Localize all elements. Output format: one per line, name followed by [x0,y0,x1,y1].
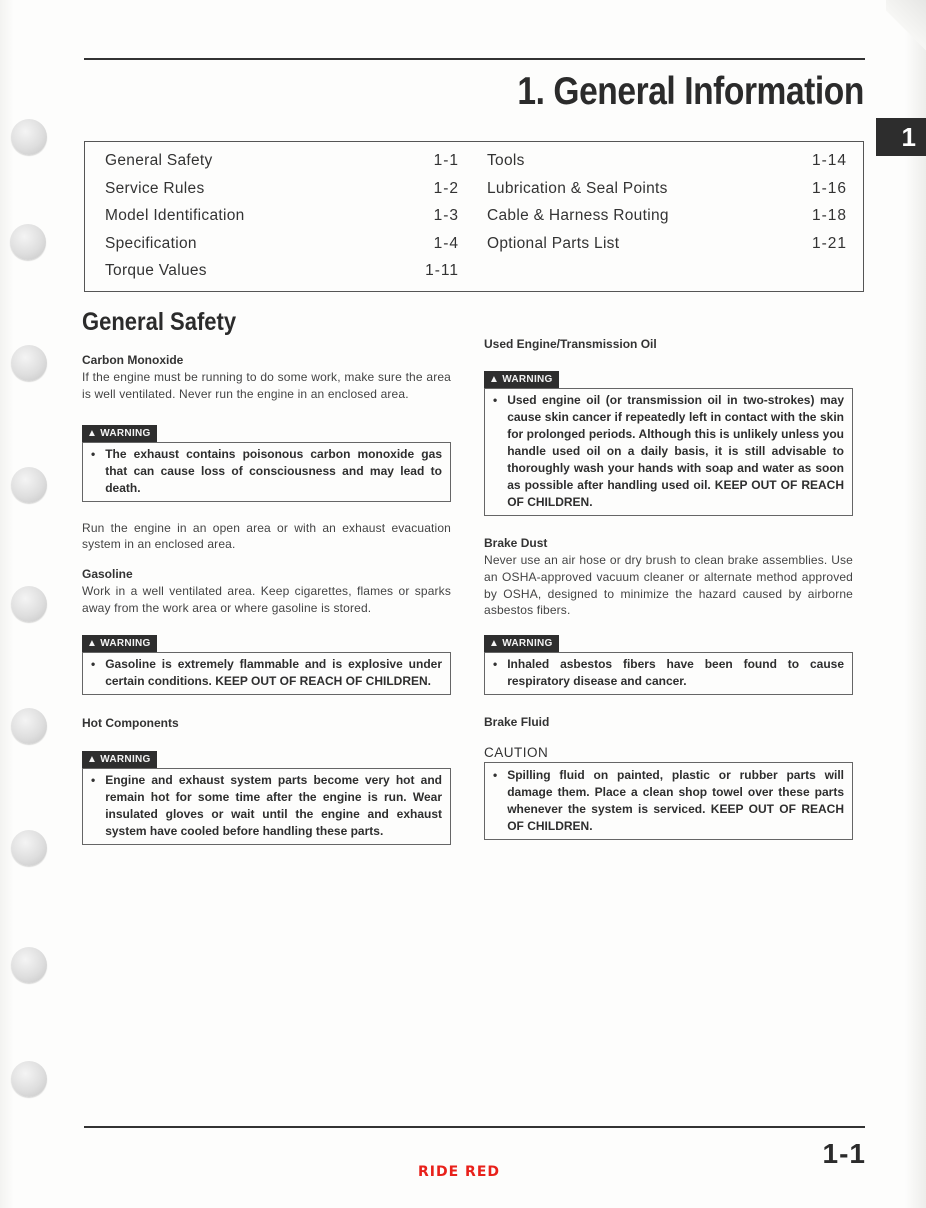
warning-triangle-icon: ▲ [87,753,98,765]
warning-label: ▲ WARNING [82,425,157,442]
punch-hole [11,947,47,983]
toc-entry[interactable] [105,207,459,235]
right-column [484,336,853,840]
left-column [82,352,451,845]
table-of-contents [84,141,864,292]
warning-triangle-icon: ▲ [489,374,500,385]
bullet: • [91,446,96,461]
toc-entry-page: 1-4 [433,234,459,252]
brake-dust-body: Never use an air hose or dry brush to clean brake assemblies. Use an OSHA-approved vacuum cleaner or alternate method approved by OSHA, designed to minimize the hazard caused by airborne asbestos fibers. [484,553,853,618]
warning-label: ▲ WARNING [82,751,157,768]
warning-text: Engine and exhaust system parts become very hot and remain hot for some time after the engine is run. Wear insulated gloves or wait until the engine and exhaust system have cooled before handling these parts. [105,772,442,838]
punch-hole [10,224,46,260]
warning-text: Used engine oil (or transmission oil in two-strokes) may cause skin cancer if repeatedly left in contact with the skin for prolonged periods. Although this is unlikely unless you handle used oil on a daily basis, it is still advisable to thoroughly wash your hands with soap and water as soon as possible after handling used oil. KEEP OUT OF REACH OF CHILDREN. [507,393,844,509]
bullet: • [493,657,498,672]
carbon-monoxide-body: If the engine must be running to do some work, make sure the area is well ventilated. Never run the engine in an enclosed area. [82,370,451,401]
bullet: • [91,656,96,671]
toc-entry-label: Specification [105,234,197,252]
bullet: • [493,768,498,783]
carbon-monoxide-followup: Run the engine in an open area or with an exhaust evacuation system in an enclosed area. [82,520,451,552]
warning-text: Gasoline is extremely flammable and is explosive under certain conditions. KEEP OUT OF REACH OF CHILDREN. [105,656,442,688]
subheading-brake-dust: Brake Dust [484,536,548,550]
section-title: General Safety [82,308,237,336]
toc-column-left [105,152,459,290]
toc-entry-label: Service Rules [105,179,205,197]
toc-entry-page: 1-2 [433,179,459,197]
toc-entry-page: 1-18 [811,207,847,224]
warning-box-gasoline [82,652,451,695]
warning-text: The exhaust contains poisonous carbon monoxide gas that can cause loss of consciousness and may lead to death. [105,446,442,495]
toc-entry-page: 1-11 [425,262,459,279]
warning-box-used-oil [484,388,853,516]
subheading-carbon-monoxide: Carbon Monoxide [82,353,184,367]
brand-logo: RIDE RED [418,1164,501,1180]
chapter-title: 1. General Information [517,70,864,113]
punch-hole [11,345,47,381]
toc-entry[interactable] [487,235,847,263]
toc-entry-page: 1-16 [811,179,847,197]
toc-entry[interactable] [105,235,459,263]
toc-entry-label: Torque Values [105,262,207,279]
subheading-gasoline: Gasoline [82,567,133,582]
caution-label: CAUTION [484,745,549,761]
punch-hole [11,1061,47,1097]
toc-entry[interactable] [487,152,847,180]
subheading-hot-components: Hot Components [82,715,179,730]
warning-label: ▲ WARNING [484,371,559,388]
toc-entry-label: Model Identification [105,207,245,224]
warning-box-carbon-monoxide [82,442,451,502]
warning-text: Inhaled asbestos fibers have been found to cause respiratory disease and cancer. [507,657,844,689]
warning-triangle-icon: ▲ [489,638,500,650]
toc-column-right [487,152,847,262]
header-rule [84,58,865,60]
warning-label: ▲ WARNING [484,635,559,652]
toc-entry-label: Lubrication & Seal Points [487,179,668,197]
toc-entry-label: General Safety [105,152,213,169]
warning-box-hot-components [82,768,451,845]
toc-entry-label: Optional Parts List [487,234,620,252]
warning-triangle-icon: ▲ [87,637,98,649]
warning-label: ▲ WARNING [82,635,157,652]
page-corner-fold [886,0,926,60]
toc-entry-page: 1-3 [433,207,459,224]
footer-rule [84,1126,865,1128]
toc-entry-label: Tools [487,152,525,169]
toc-entry[interactable] [105,180,459,208]
toc-entry[interactable] [487,207,847,235]
toc-entry-page: 1-14 [811,152,847,169]
toc-entry-label: Cable & Harness Routing [487,207,669,224]
subheading-brake-fluid: Brake Fluid [484,715,550,730]
punch-hole [11,708,47,744]
punch-hole [11,467,47,503]
chapter-tab: 1 [876,118,926,156]
punch-hole [11,586,47,622]
warning-box-brake-dust [484,652,853,695]
bullet: • [91,772,96,787]
subheading-used-oil: Used Engine/Transmission Oil [484,337,657,351]
warning-triangle-icon: ▲ [87,427,98,439]
gasoline-body: Work in a well ventilated area. Keep cigarettes, flames or sparks away from the work area or where gasoline is stored. [82,584,451,615]
toc-entry[interactable] [487,180,847,208]
bullet: • [493,393,498,407]
punch-hole [11,119,47,155]
toc-entry[interactable] [105,152,459,180]
toc-entry[interactable] [105,262,459,290]
caution-text: Spilling fluid on painted, plastic or rubber parts will damage them. Place a clean shop towel over these parts whenever the system is serviced. KEEP OUT OF REACH OF CHILDREN. [507,768,844,834]
page-number: 1-1 [822,1138,866,1169]
caution-box-brake-fluid [484,762,853,840]
toc-entry-page: 1-1 [433,152,459,169]
toc-entry-page: 1-21 [811,234,847,252]
punch-hole [11,830,47,866]
